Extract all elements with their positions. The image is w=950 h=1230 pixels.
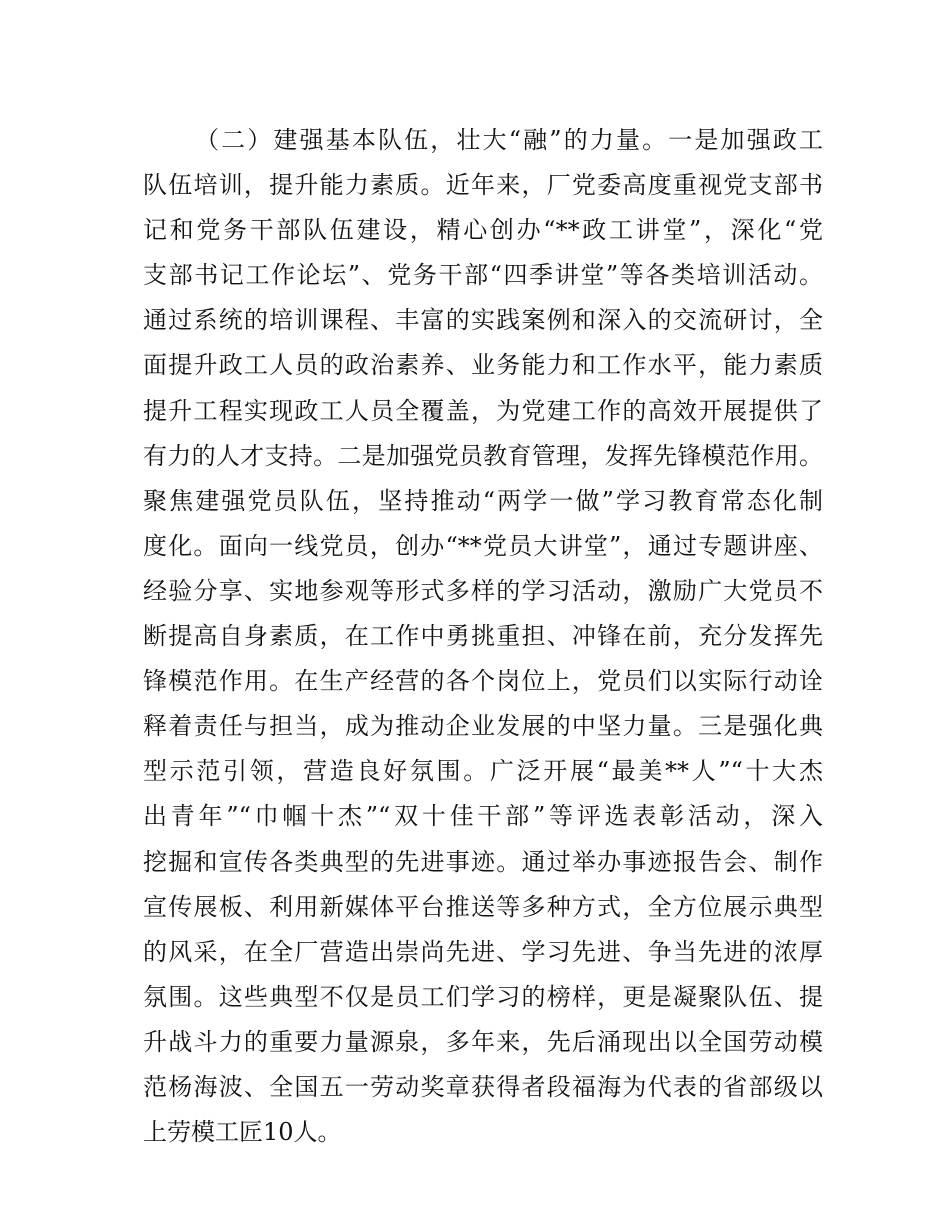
text-line: 聚焦建强党员队伍，坚持推动“两学一做”学习教育常态化制 (143, 486, 823, 515)
text-line: 释着责任与担当，成为推动企业发展的中坚力量。三是强化典 (143, 712, 823, 741)
text-line: 提升工程实现政工人员全覆盖，为党建工作的高效开展提供了 (143, 396, 823, 425)
body-paragraph (143, 118, 823, 1155)
text-line: 队伍培训，提升能力素质。近年来，厂党委高度重视党支部书 (143, 171, 823, 200)
text-line: 有力的人才支持。二是加强党员教育管理，发挥先锋模范作用。 (143, 441, 823, 470)
text-line: 经验分享、实地参观等形式多样的学习活动，激励广大党员不 (143, 576, 823, 605)
text-line: 上劳模工匠10人。 (143, 1118, 342, 1147)
text-line: 记和党务干部队伍建设，精心创办“**政工讲堂”，深化“党 (143, 216, 823, 245)
text-line: 挖掘和宣传各类典型的先进事迹。通过举办事迹报告会、制作 (143, 847, 823, 876)
text-line: 升战斗力的重要力量源泉，多年来，先后涌现出以全国劳动模 (143, 1027, 823, 1056)
text-line: 出青年”“巾帼十杰”“双十佳干部”等评选表彰活动，深入 (143, 802, 823, 831)
text-line: 通过系统的培训课程、丰富的实践案例和深入的交流研讨，全 (143, 306, 823, 335)
text-line: 锋模范作用。在生产经营的各个岗位上，党员们以实际行动诠 (143, 667, 823, 696)
text-line: 支部书记工作论坛”、党务干部“四季讲堂”等各类培训活动。 (143, 261, 823, 290)
text-line: 型示范引领，营造良好氛围。广泛开展“最美**人”“十大杰 (143, 757, 823, 786)
text-line: 宣传展板、利用新媒体平台推送等多种方式，全方位展示典型 (143, 892, 823, 921)
text-line: 的风采，在全厂营造出崇尚先进、学习先进、争当先进的浓厚 (143, 937, 823, 966)
text-line: 断提高自身素质，在工作中勇挑重担、冲锋在前，充分发挥先 (143, 622, 823, 651)
text-line: 面提升政工人员的政治素养、业务能力和工作水平，能力素质 (143, 351, 823, 380)
text-line: 氛围。这些典型不仅是员工们学习的榜样，更是凝聚队伍、提 (143, 982, 823, 1011)
text-line: （二）建强基本队伍，壮大“融”的力量。一是加强政工 (195, 126, 823, 154)
text-line: 度化。面向一线党员，创办“**党员大讲堂”，通过专题讲座、 (143, 531, 823, 560)
text-line: 范杨海波、全国五一劳动奖章获得者段福海为代表的省部级以 (143, 1072, 823, 1101)
